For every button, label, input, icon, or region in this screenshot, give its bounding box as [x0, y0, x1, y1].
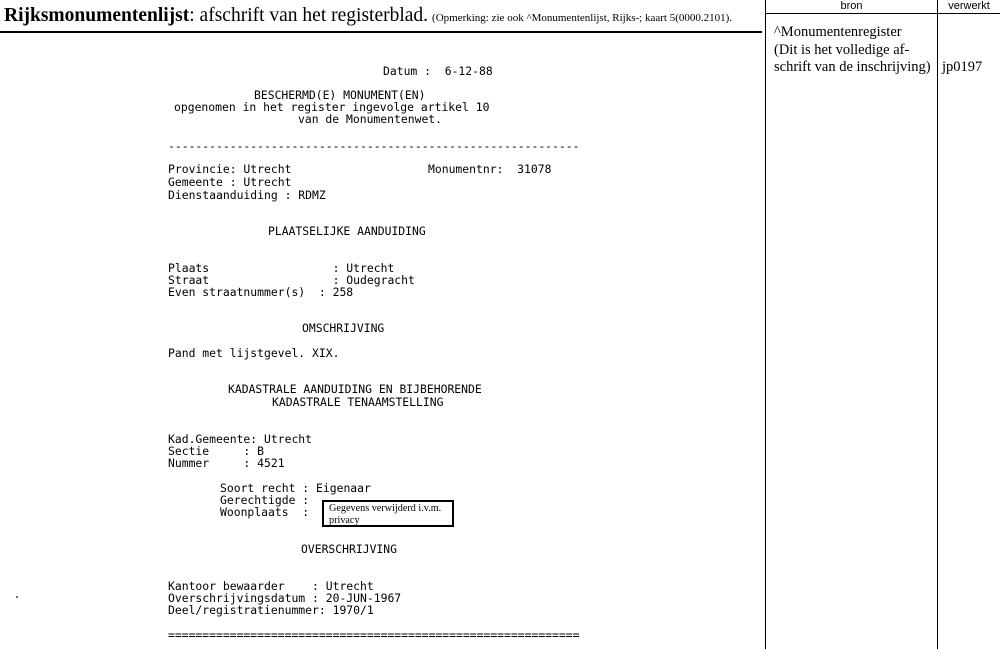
privacy-redaction-box — [322, 500, 454, 527]
bron-line-1: ^Monumentenregister — [774, 24, 902, 40]
verwerkt-code: jp0197 — [942, 59, 983, 75]
monumentnr-line: Monumentnr: 31078 — [428, 162, 552, 176]
straatnummer-line: Even straatnummer(s) : 258 — [168, 285, 354, 299]
plaats-line: Plaats : Utrecht — [168, 261, 395, 275]
document-heading-line-3: van de Monumentenwet. — [298, 112, 443, 126]
section-kadastrale-aanduiding: KADASTRALE AANDUIDING EN BIJBEHORENDE — [228, 382, 482, 396]
header-note: (Opmerking: zie ook ^Monumentenlijst, Rijks-; kaart 5(0000.2101). — [432, 12, 733, 24]
section-overschrijving: OVERSCHRIJVING — [301, 542, 398, 556]
soort-recht-line: Soort recht : Eigenaar — [220, 481, 371, 495]
column-header-divider — [766, 13, 1000, 14]
column-divider-right — [937, 0, 938, 649]
overschrijvingsdatum-line: Overschrijvingsdatum : 20-JUN-1967 — [168, 591, 402, 605]
header-divider — [0, 31, 762, 33]
section-omschrijving: OMSCHRIJVING — [302, 321, 385, 335]
document-heading-line-2: opgenomen in het register ingevolge artikel 10 — [174, 100, 490, 114]
kad-gemeente-line: Kad.Gemeente: Utrecht — [168, 432, 313, 446]
verwerkt-column-header: verwerkt — [948, 0, 990, 12]
equals-divider: ============================================================ — [168, 628, 580, 642]
bron-line-2: (Dit is het volledige af- — [774, 41, 910, 58]
page-header — [4, 5, 759, 27]
section-kadastrale-tenaamstelling: KADASTRALE TENAAMSTELLING — [272, 395, 444, 409]
column-divider-left — [765, 0, 766, 649]
bron-column-header: bron — [840, 0, 863, 12]
datum-line: Datum : 6-12-88 — [383, 64, 493, 78]
kad-nummer-line: Nummer : 4521 — [168, 456, 285, 470]
section-plaatselijke-aanduiding: PLAATSELIJKE AANDUIDING — [268, 224, 426, 238]
omschrijving-line: Pand met lijstgevel. XIX. — [168, 346, 340, 360]
bron-cell — [774, 24, 940, 77]
document-heading: BESCHERMD(E) MONUMENT(EN) — [254, 88, 426, 102]
dienstaanduiding-line: Dienstaanduiding : RDMZ — [168, 188, 326, 202]
gemeente-line: Gemeente : Utrecht — [168, 175, 292, 189]
bron-line-3: schrift van de inschrijving) — [774, 59, 931, 75]
woonplaats-line: Woonplaats : — [220, 505, 310, 519]
provincie-line: Provincie: Utrecht — [168, 162, 292, 176]
page-subtitle: : afschrift van het registerblad. — [189, 5, 429, 26]
registratienummer-line: Deel/registratienummer: 1970/1 — [168, 603, 374, 617]
page-title: Rijksmonumentenlijst — [4, 5, 190, 26]
sectie-line: Sectie : B — [168, 444, 265, 458]
kantoor-bewaarder-line: Kantoor bewaarder : Utrecht — [168, 579, 374, 593]
straat-line: Straat : Oudegracht — [168, 273, 415, 287]
dashed-divider: ------------------------------------------------------------ — [168, 139, 580, 153]
scan-speck — [16, 596, 18, 598]
gerechtigde-line: Gerechtigde : — [220, 493, 310, 507]
privacy-notice: Gegevens verwijderd i.v.m. privacy — [329, 503, 442, 526]
